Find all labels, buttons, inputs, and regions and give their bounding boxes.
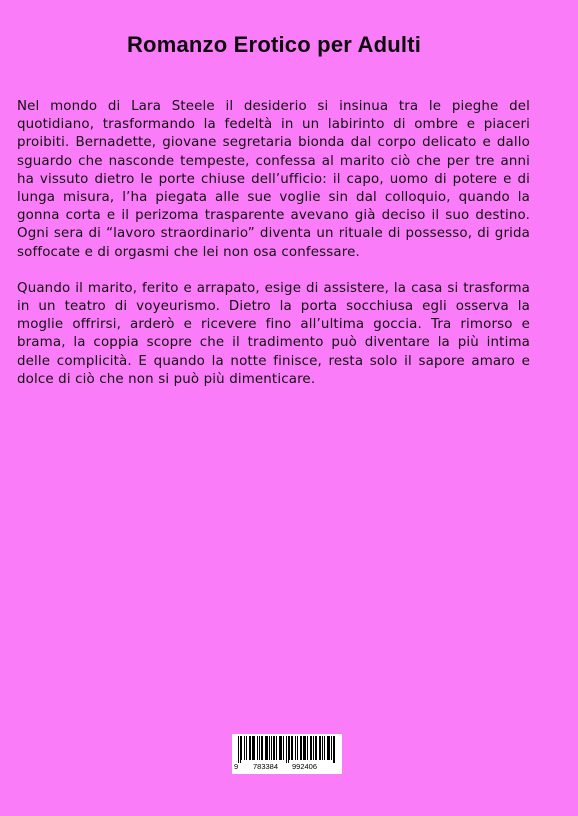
barcode-bar (266, 736, 267, 760)
barcode-bar (313, 736, 314, 760)
barcode-bar (267, 736, 268, 760)
barcode-bar (324, 736, 325, 760)
barcode-bars-icon (238, 736, 336, 763)
barcode-bar (265, 736, 266, 760)
barcode-bar (289, 736, 290, 760)
barcode-bar (283, 736, 284, 760)
barcode-bar (288, 736, 289, 763)
barcode-bar (249, 736, 250, 760)
barcode-bar (254, 736, 255, 760)
barcode-bar (238, 736, 239, 763)
barcode-bar (311, 736, 312, 760)
barcode-group-left: 783384 (253, 762, 279, 771)
barcode-bar (269, 736, 270, 760)
barcode-bar (274, 736, 275, 760)
barcode-bar (250, 736, 251, 760)
barcode-bar (240, 736, 241, 763)
barcode-bar (257, 736, 258, 760)
book-title: Romanzo Erotico per Adulti (126, 31, 422, 57)
barcode-bar (259, 736, 260, 760)
barcode-bar (329, 736, 330, 760)
barcode-bar (301, 736, 302, 760)
barcode-bar (303, 736, 304, 760)
barcode-digit-first: 9 (234, 762, 239, 771)
barcode-bar (305, 736, 306, 760)
barcode-bar (252, 736, 253, 760)
barcode-bar (319, 736, 320, 760)
isbn-barcode (232, 734, 342, 774)
barcode-bar (292, 736, 293, 760)
barcode-bar (310, 736, 311, 760)
barcode-bar (295, 736, 296, 760)
barcode-bar (244, 736, 245, 760)
barcode-bar (297, 736, 298, 760)
barcode-bar (241, 736, 242, 760)
barcode-group-right: 992406 (292, 762, 318, 771)
barcode-bar (300, 736, 301, 760)
barcode-bar (328, 736, 329, 760)
barcode-bar (334, 736, 335, 763)
barcode-bar (304, 736, 305, 760)
barcode-bar (271, 736, 272, 760)
barcode-bar (327, 736, 328, 760)
blurb (17, 98, 530, 407)
barcode-bar (331, 736, 332, 760)
barcode-bar (280, 736, 281, 760)
barcode-bar (253, 736, 254, 760)
barcode-bar (333, 736, 334, 763)
blurb-paragraph-2: Quando il marito, ferito e arrapato, esige di assistere, la casa si trasforma in un teatro di voyeurismo. Dietro la porta socchiusa egli osserva la moglie offrirsi, arderò e ricevere fino all’ultima goccia. Tra rimorso e brama, la coppia scopre che il tradimento può diventare la più intima delle complicità. E quando la notte finisce, resta solo il sapore amaro e dolce di ciò che non si può più dimenticare. (17, 280, 530, 387)
barcode-bar (307, 736, 308, 760)
barcode-bar (281, 736, 282, 760)
barcode-bar (276, 736, 277, 760)
barcode-bar (291, 736, 292, 760)
barcode-bar (273, 736, 274, 760)
barcode-bar (315, 736, 316, 760)
barcode-bar (316, 736, 317, 760)
barcode-bar (286, 736, 287, 763)
barcode-bar (320, 736, 321, 760)
barcode-bar (261, 736, 262, 760)
barcode-bar (279, 736, 280, 760)
blurb-paragraph-1: Nel mondo di Lara Steele il desiderio si insinua tra le pieghe del quotidiano, trasformando la fedeltà in un labirinto di ombre e piaceri proibiti. Bernadette, giovane segretaria bionda dal corpo delicato e dallo sguardo che nasconde tempeste, confessa al marito ciò che per tre anni ha vissuto dietro le porte chiuse dell’ufficio: il capo, uomo di potere e di lunga misura, l’ha piegata alle sue voglie sin dal colloquio, quando la gonna corta e il perizoma trasparente avevano già deciso il suo destino. Ogni sera di “lavoro straordinario” diventa un rituale di possesso, di grida soffocate e di orgasmi che lei non osa confessare. (17, 99, 530, 260)
barcode-bar (322, 736, 323, 760)
barcode-bar (246, 736, 247, 760)
barcode-bar (262, 736, 263, 760)
